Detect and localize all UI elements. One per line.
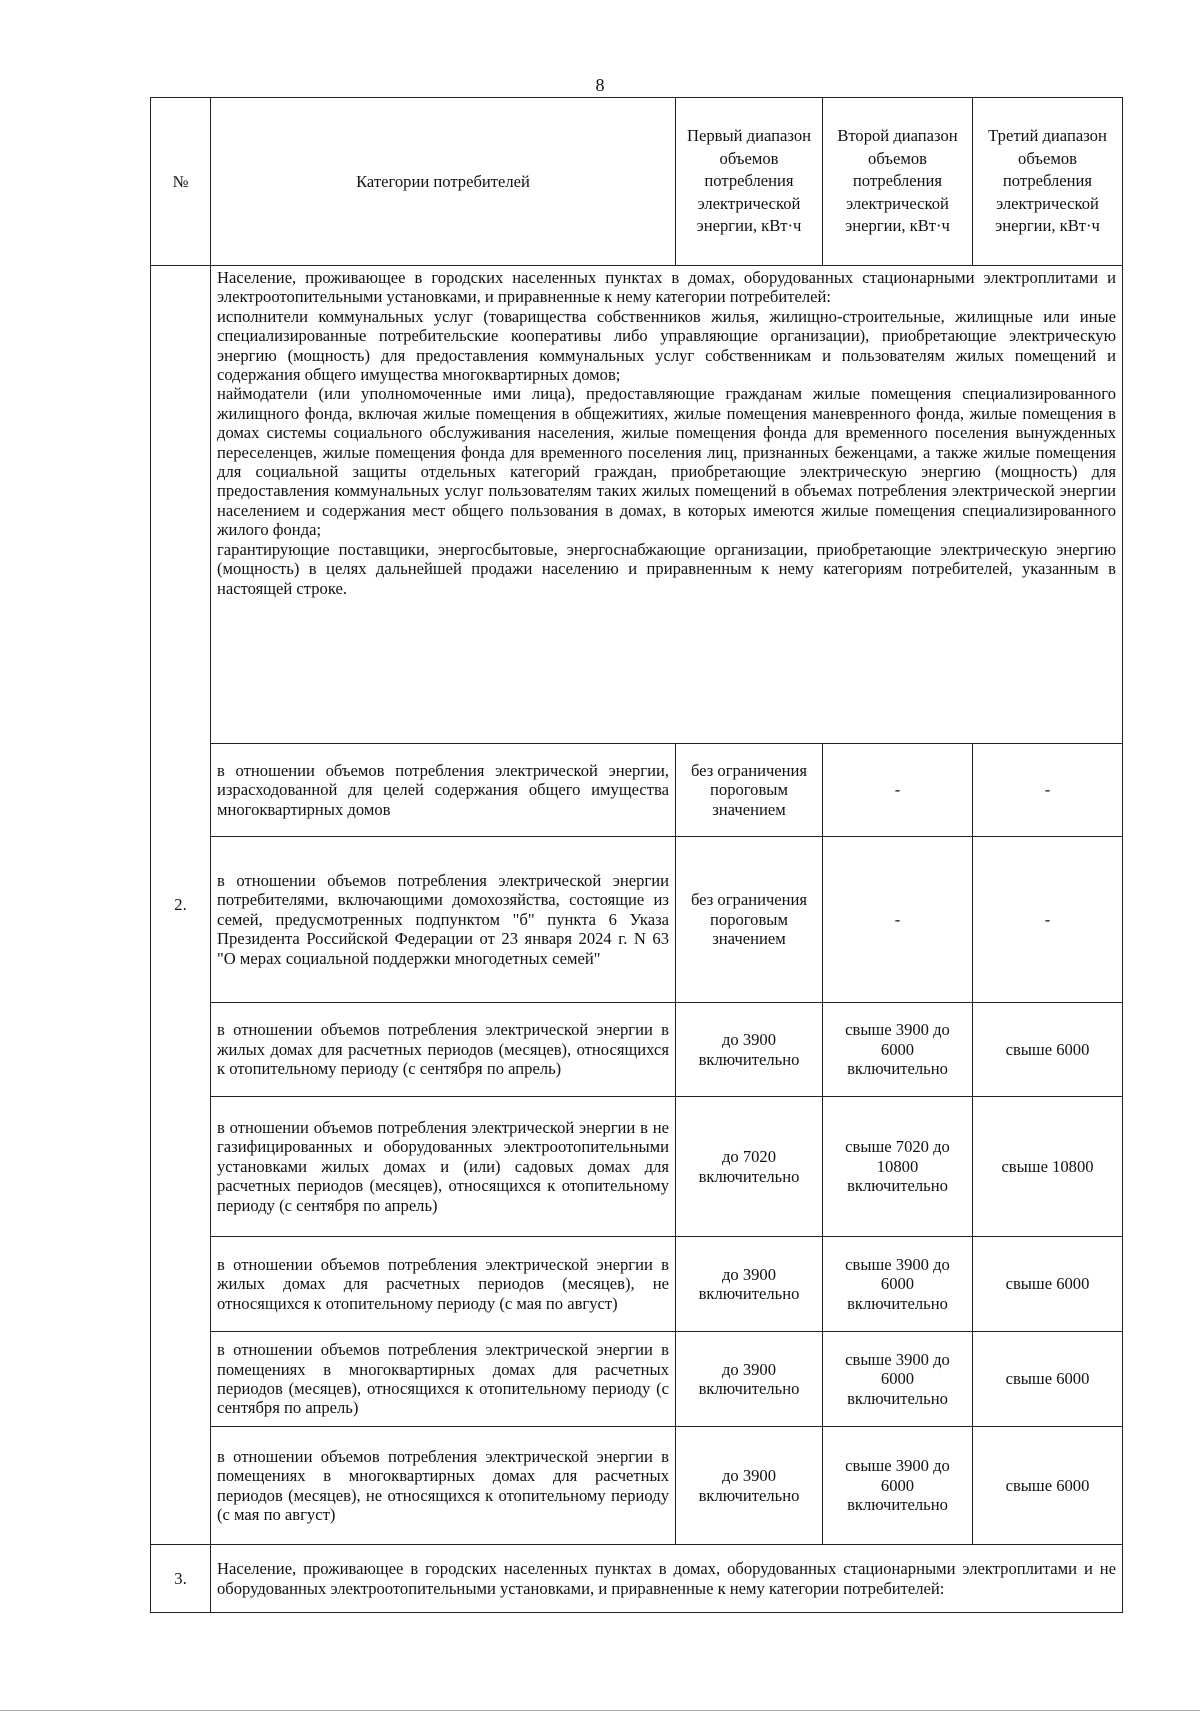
table-row — [151, 744, 1123, 837]
row-range1: без ограничения пороговым значением — [676, 837, 823, 1003]
row-range2: свыше 3900 до 6000 включительно — [823, 1003, 973, 1097]
row-range3: - — [973, 837, 1123, 1003]
row-range1: без ограничения пороговым значением — [676, 744, 823, 837]
row-range1: до 3900 включительно — [676, 1003, 823, 1097]
row-range2: - — [823, 837, 973, 1003]
row-range3: свыше 6000 — [973, 1332, 1123, 1427]
row-category: в отношении объемов потребления электрической энергии в не газифицированных и оборудованных электроотопительными установками жилых домах и (или) садовых домах для расчетных периодов (месяцев), относящихся к отопительному периоду (с сентября по апрель) — [211, 1097, 676, 1237]
row-range2: свыше 7020 до 10800 включительно — [823, 1097, 973, 1237]
row-range2: свыше 3900 до 6000 включительно — [823, 1332, 973, 1427]
row-range2: свыше 3900 до 6000 включительно — [823, 1427, 973, 1545]
row-category: в отношении объемов потребления электрической энергии в помещениях в многоквартирных домах для расчетных периодов (месяцев), не относящихся к отопительному периоду (с мая по август) — [211, 1427, 676, 1545]
page-number: 8 — [595, 75, 605, 95]
table-row — [151, 1332, 1123, 1427]
header-category: Категории потребителей — [211, 98, 676, 266]
row-range2: свыше 3900 до 6000 включительно — [823, 1237, 973, 1332]
table-row — [151, 837, 1123, 1003]
tariff-table — [150, 97, 1123, 1613]
intro-paragraph: наймодатели (или уполномоченные ими лица), предоставляющие гражданам жилые помещения специализированного жилищного фонда, включая жилые помещения в общежитиях, жилые помещения маневренного фонда, жилые помещения в домах системы социального обслуживания населения, жилые помещения фонда для временного поселения вынужденных переселенцев, жилые помещения фонда для временного поселения лиц, признанных беженцами, а также жилые помещения для социальной защиты отдельных категорий граждан, приобретающие электрическую энергию (мощность) для предоставления коммунальных услуг пользователям таких жилых помещений в объемах потребления электрической энергии населением и содержания мест общего пользования в домах, в которых имеются жилые помещения специализированного жилого фонда; — [217, 384, 1116, 540]
row-range1: до 3900 включительно — [676, 1427, 823, 1545]
row-range1: до 7020 включительно — [676, 1097, 823, 1237]
row-range1: до 3900 включительно — [676, 1237, 823, 1332]
intro-paragraph: гарантирующие поставщики, энергосбытовые, энергоснабжающие организации, приобретающие электрическую энергию (мощность) в целях дальнейшей продажи населению и приравненным к нему категориям потребителей, указанным в настоящей строке. — [217, 539, 1116, 598]
header-range3: Третий диапазон объемов потребления электрической энергии, кВт·ч — [973, 98, 1123, 266]
intro-paragraph: Население, проживающее в городских населенных пунктах в домах, оборудованных стационарными электроплитами и электроотопительными установками, и приравненные к нему категории потребителей: — [217, 268, 1116, 307]
section2-number: 2. — [151, 266, 211, 1545]
header-range2: Второй диапазон объемов потребления электрической энергии, кВт·ч — [823, 98, 973, 266]
intro-paragraph: исполнители коммунальных услуг (товарищества собственников жилья, жилищно-строительные, жилищные или иные специализированные потребительские кооперативы либо управляющие организации), приобретающие электрическую энергию (мощность) для предоставления коммунальных услуг собственникам и пользователям жилых помещений и содержания общего имущества многоквартирных домов; — [217, 306, 1116, 385]
header-row — [151, 98, 1123, 266]
row-range3: свыше 10800 — [973, 1097, 1123, 1237]
row-range3: свыше 6000 — [973, 1003, 1123, 1097]
page-bottom-edge — [0, 1710, 1200, 1711]
header-num: № — [151, 98, 211, 266]
row-range3: свыше 6000 — [973, 1237, 1123, 1332]
row-category: в отношении объемов потребления электрической энергии в жилых домах для расчетных периодов (месяцев), относящихся к отопительному периоду (с сентября по апрель) — [211, 1003, 676, 1097]
table-row — [151, 1003, 1123, 1097]
table-row — [151, 1427, 1123, 1545]
row-category: в отношении объемов потребления электрической энергии в жилых домах для расчетных периодов (месяцев), не относящихся к отопительному периоду (с мая по август) — [211, 1237, 676, 1332]
row-category: в отношении объемов потребления электрической энергии потребителями, включающими домохозяйства, состоящие из семей, предусмотренных подпунктом "б" пункта 6 Указа Президента Российской Федерации от 23 января 2024 г. N 63 "О мерах социальной поддержки многодетных семей" — [211, 837, 676, 1003]
section3-text: Население, проживающее в городских населенных пунктах в домах, оборудованных стационарными электроплитами и не оборудованных электроотопительными установками, и приравненные к нему категории потребителей: — [211, 1545, 1123, 1613]
table-row — [151, 1097, 1123, 1237]
row-range3: свыше 6000 — [973, 1427, 1123, 1545]
section3-number: 3. — [151, 1545, 211, 1613]
row-category: в отношении объемов потребления электрической энергии, израсходованной для целей содержания общего имущества многоквартирных домов — [211, 744, 676, 837]
section3-row — [151, 1545, 1123, 1613]
row-range1: до 3900 включительно — [676, 1332, 823, 1427]
section2-intro-row — [151, 266, 1123, 744]
row-range3: - — [973, 744, 1123, 837]
section2-intro — [211, 266, 1123, 744]
row-range2: - — [823, 744, 973, 837]
header-range1: Первый диапазон объемов потребления электрической энергии, кВт·ч — [676, 98, 823, 266]
row-category: в отношении объемов потребления электрической энергии в помещениях в многоквартирных домах для расчетных периодов (месяцев), относящихся к отопительному периоду (с сентября по апрель) — [211, 1332, 676, 1427]
table-row — [151, 1237, 1123, 1332]
